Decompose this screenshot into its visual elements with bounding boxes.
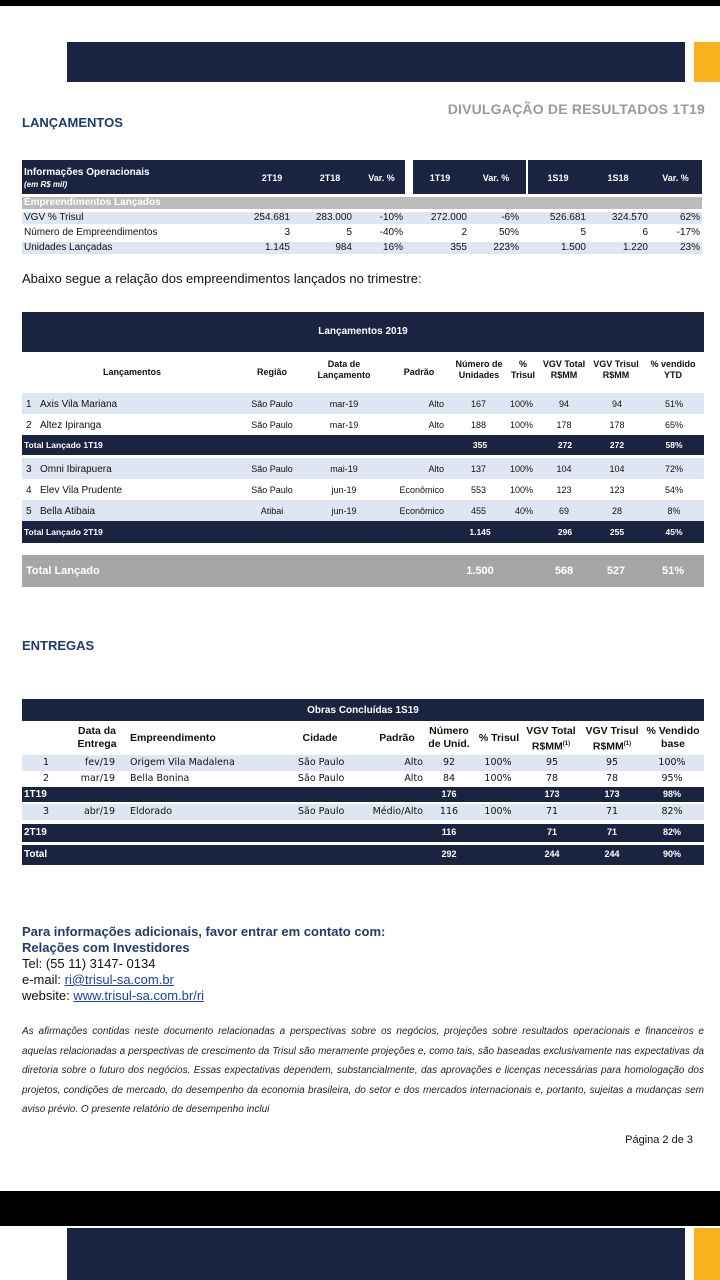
col-header: Var. %	[482, 173, 510, 183]
vgv-total: 94	[558, 399, 569, 409]
row-number: 4	[26, 485, 32, 496]
units: 92	[442, 757, 456, 768]
cell-value: 984	[335, 242, 352, 253]
total-value: 272	[609, 440, 625, 450]
cell-value: 62%	[679, 212, 700, 223]
col-header: 1S19	[547, 173, 569, 183]
units: 84	[442, 773, 456, 784]
units: 167	[470, 399, 486, 409]
vgv-trisul: 78	[605, 773, 619, 784]
table-row	[22, 500, 704, 521]
footnote-mark: (1)	[562, 741, 571, 747]
grand-total-row	[22, 555, 704, 587]
total-label: 2T19	[24, 827, 47, 838]
col-header: Padrão	[379, 732, 415, 744]
header-navy-band	[67, 1228, 685, 1280]
vgv-total: 95	[545, 757, 559, 768]
total-value: 173	[544, 789, 560, 799]
city: São Paulo	[298, 757, 345, 768]
col-header: Lançamentos	[102, 367, 162, 377]
group-row	[22, 197, 702, 209]
total-value: 45%	[665, 527, 683, 537]
col-header: % Trisul	[478, 732, 520, 744]
trisul-share: 100%	[509, 485, 533, 495]
total-value: 82%	[662, 827, 681, 837]
total-value: 173	[604, 789, 620, 799]
col-header-text: VGV Total R$MM	[526, 725, 576, 753]
cell-value: 355	[450, 242, 467, 253]
footnote-mark: (1)	[623, 741, 632, 747]
project-name: Origem Vila Madalena	[130, 757, 235, 768]
table-row	[22, 755, 704, 771]
trisul-share: 40%	[514, 506, 533, 516]
cell-value: 223%	[493, 242, 519, 253]
total-label: 1T19	[24, 789, 47, 800]
col-header-vgv-total	[522, 725, 580, 754]
page-gap	[0, 1191, 720, 1226]
total-value: 355	[472, 440, 488, 450]
row-number: 5	[26, 506, 32, 517]
header-gold-accent	[694, 42, 720, 82]
trisul-share: 100%	[484, 773, 512, 784]
col-header: Região	[256, 367, 287, 377]
total-row-1t19	[22, 787, 704, 802]
vgv-trisul: 178	[609, 420, 625, 430]
region: São Paulo	[251, 464, 293, 474]
row-label: Unidades Lançadas	[24, 242, 113, 253]
table-row	[22, 414, 704, 435]
city: São Paulo	[298, 773, 345, 784]
cell-value: 324.570	[611, 212, 648, 223]
total-value: 292	[441, 849, 457, 859]
launch-date: mai-19	[330, 464, 358, 474]
vgv-total: 71	[545, 806, 559, 817]
col-header: 1S18	[607, 173, 629, 183]
document-title: DIVULGAÇÃO DE RESULTADOS 1T19	[447, 101, 705, 117]
standard: Econômico	[399, 485, 444, 495]
vgv-total: 104	[556, 464, 572, 474]
cell-value: -6%	[501, 212, 519, 223]
vgv-trisul: 28	[611, 506, 622, 516]
region: São Paulo	[251, 485, 293, 495]
column-header-row	[22, 721, 704, 753]
cell-value: 6	[642, 227, 648, 238]
standard: Alto	[428, 399, 444, 409]
cell-value: 254.681	[253, 212, 290, 223]
sold-ytd: 54%	[664, 485, 683, 495]
row-number: 2	[26, 420, 32, 431]
total-value: 244	[544, 849, 560, 859]
email-link[interactable]: ri@trisul-sa.com.br	[64, 972, 174, 987]
intro-text: Abaixo segue a relação dos empreendimentos lançados no trimestre:	[22, 271, 422, 286]
col-header: Número de Unidades	[455, 359, 503, 380]
sold-base: 100%	[658, 757, 686, 768]
document-page	[0, 6, 720, 1191]
col-header: 1T19	[429, 173, 451, 183]
region: Atibai	[260, 506, 284, 516]
table-row	[22, 771, 704, 787]
total-row-2t19	[22, 521, 704, 543]
project-name: Elev Vila Prudente	[40, 485, 123, 496]
launch-date: jun-19	[331, 506, 357, 516]
col-header: % Trisul	[510, 359, 535, 380]
project-name: Bella Atibaia	[40, 506, 96, 517]
vgv-total: 178	[556, 420, 572, 430]
cell-value: 526.681	[549, 212, 586, 223]
launch-date: jun-19	[331, 485, 357, 495]
col-header: 2T18	[319, 173, 341, 183]
cell-value: 5	[580, 227, 586, 238]
region: São Paulo	[251, 420, 293, 430]
contact-website-line	[22, 988, 385, 1004]
disclaimer-text: As afirmações contidas neste documento relacionadas a perspectivas sobre os negócios, projeções sobre resultados operacionais e financeiros e aquelas relacionadas a perspectivas de crescimento da Trisul são meramente projeções e, como tais, são baseadas exclusivamente nas expectativas da diretoria sobre o futuro dos negócios. Essas expectativas dependem, substancialmente, das aprovações e licenças necessárias para homologação dos projetos, condições de mercado, do desempenho da economia brasileira, do setor e dos mercados internacionais e, portanto, sujeitas a mudanças sem aviso prévio. O presente relatório de desempenho inclui	[22, 1026, 704, 1115]
cell-value: 1.145	[264, 242, 290, 253]
units: 553	[470, 485, 486, 495]
cell-value: -40%	[379, 227, 403, 238]
website-label: website:	[22, 988, 74, 1003]
table-title-bar	[22, 312, 704, 352]
cell-value: 23%	[679, 242, 700, 253]
trisul-share: 100%	[484, 806, 512, 817]
col-header-vgv-trisul	[582, 725, 642, 754]
total-label: Total Lançado 1T19	[24, 440, 103, 450]
col-header: % vendido YTD	[650, 359, 696, 380]
next-page-top	[0, 1226, 720, 1280]
total-value: 90%	[662, 849, 681, 859]
section-heading-lancamentos: LANÇAMENTOS	[22, 115, 123, 130]
standard: Alto	[428, 464, 444, 474]
launch-date: mar-19	[329, 399, 359, 409]
table-title: Lançamentos 2019	[318, 326, 408, 337]
trisul-share: 100%	[509, 399, 533, 409]
row-label: VGV % Trisul	[24, 212, 84, 223]
trisul-share: 100%	[484, 757, 512, 768]
cell-value: 3	[284, 227, 290, 238]
column-header-row	[22, 352, 704, 388]
grand-total-value: 527	[606, 565, 626, 577]
vgv-total: 69	[558, 506, 569, 516]
email-label: e-mail:	[22, 972, 65, 987]
vgv-trisul: 104	[609, 464, 625, 474]
cell-value: -17%	[676, 227, 700, 238]
project-name: Axis Vila Mariana	[40, 399, 118, 410]
sold-base: 95%	[661, 773, 683, 784]
row-number: 1	[42, 757, 50, 768]
table-header-left	[22, 160, 405, 194]
total-row-2t19	[22, 824, 704, 842]
standard: Alto	[404, 757, 423, 768]
cell-value: 16%	[382, 242, 403, 253]
total-label: Total	[24, 849, 48, 860]
total-label: Total Lançado 2T19	[24, 527, 103, 537]
col-header: Var. %	[368, 173, 395, 183]
contact-block	[22, 924, 385, 1004]
col-header: Padrão	[403, 367, 435, 377]
col-header: Empreendimento	[130, 732, 216, 744]
project-name: Altez Ipiranga	[40, 420, 102, 431]
city: São Paulo	[298, 806, 345, 817]
row-number: 1	[26, 399, 32, 410]
project-name: Omni Ibirapuera	[40, 464, 112, 475]
table-header-title: Informações Operacionais	[24, 167, 150, 178]
grand-total-value: 51%	[661, 565, 685, 577]
standard: Alto	[428, 420, 444, 430]
units: 116	[439, 806, 459, 817]
standard: Alto	[404, 773, 423, 784]
sold-ytd: 8%	[667, 506, 681, 516]
total-value: 98%	[662, 789, 681, 799]
header-gold-accent	[694, 1228, 720, 1280]
page-number: Página 2 de 3	[625, 1134, 693, 1146]
group-label: Empreendimentos Lançados	[24, 197, 161, 208]
project-name: Bella Bonina	[130, 773, 190, 784]
table-title: Obras Concluídas 1S19	[307, 705, 419, 716]
vgv-trisul: 71	[605, 806, 619, 817]
contact-phone: Tel: (55 11) 3147- 0134	[22, 956, 156, 971]
table-row	[22, 479, 704, 500]
total-row-1t19	[22, 435, 704, 455]
delivery-date: abr/19	[83, 806, 115, 817]
table-header-mid	[413, 160, 526, 194]
sold-ytd: 65%	[664, 420, 683, 430]
total-value: 296	[557, 527, 573, 537]
vgv-trisul: 94	[611, 399, 622, 409]
table-row	[22, 393, 704, 414]
row-number: 3	[42, 806, 50, 817]
total-value: 58%	[665, 440, 683, 450]
col-header: Número de Unid.	[428, 725, 470, 750]
units: 455	[470, 506, 486, 516]
trisul-share: 100%	[509, 420, 533, 430]
launch-date: mar-19	[329, 420, 359, 430]
cell-value: 283.000	[315, 212, 352, 223]
standard: Econômico	[399, 506, 444, 516]
total-value: 71	[606, 827, 617, 837]
grand-total-value: 568	[554, 565, 574, 577]
table-header-right	[528, 160, 702, 194]
row-number: 2	[42, 773, 50, 784]
cell-value: 1.220	[622, 242, 648, 253]
contact-heading: Para informações adicionais, favor entrar em contato com:	[22, 924, 386, 939]
total-value: 116	[441, 827, 457, 837]
total-value: 71	[546, 827, 557, 837]
operational-info-table	[22, 160, 702, 258]
col-header-text: VGV Trisul R$MM	[585, 725, 639, 753]
delivery-date: mar/19	[80, 773, 115, 784]
col-header: Data de Lançamento	[317, 359, 371, 380]
sold-ytd: 51%	[664, 399, 683, 409]
col-header: VGV Trisul R$MM	[593, 359, 639, 380]
header-navy-band	[67, 42, 685, 82]
grand-total-value: 1.500	[466, 565, 494, 577]
project-name: Eldorado	[130, 806, 173, 817]
total-row	[22, 845, 704, 865]
total-value: 272	[557, 440, 573, 450]
table-row	[22, 212, 702, 224]
delivery-date: fev/19	[84, 757, 115, 768]
total-value: 176	[441, 789, 457, 799]
col-header: % Vendido base	[646, 725, 700, 750]
standard: Médio/Alto	[372, 806, 423, 817]
vgv-trisul: 123	[609, 485, 625, 495]
table-row	[22, 804, 704, 820]
total-value: 255	[609, 527, 625, 537]
sold-base: 82%	[661, 806, 683, 817]
table-title-bar	[22, 699, 704, 721]
col-header: Data da Entrega	[77, 725, 117, 750]
row-label: Número de Empreendimentos	[24, 227, 158, 238]
sold-ytd: 72%	[664, 464, 683, 474]
cell-value: 5	[346, 227, 352, 238]
col-header: Cidade	[302, 732, 338, 744]
cell-value: 50%	[498, 227, 519, 238]
cell-value: 2	[461, 227, 467, 238]
units: 188	[470, 420, 486, 430]
vgv-total: 123	[556, 485, 572, 495]
trisul-share: 100%	[509, 464, 533, 474]
total-value: 1.145	[469, 527, 491, 537]
grand-total-label: Total Lançado	[26, 565, 100, 577]
cell-value: 1.500	[560, 242, 586, 253]
col-header: VGV Total R$MM	[542, 359, 586, 380]
col-header: 2T19	[261, 173, 283, 183]
region: São Paulo	[251, 399, 293, 409]
col-header: Var. %	[662, 173, 689, 183]
contact-department: Relações com Investidores	[22, 940, 190, 955]
cell-value: -10%	[379, 212, 403, 223]
section-heading-entregas: ENTREGAS	[22, 638, 95, 653]
row-number: 3	[26, 464, 32, 475]
vgv-total: 78	[545, 773, 559, 784]
vgv-trisul: 95	[605, 757, 619, 768]
cell-value: 272.000	[430, 212, 467, 223]
website-link[interactable]: www.trisul-sa.com.br/ri	[73, 988, 205, 1003]
table-header-subtitle: (em R$ mil)	[24, 180, 68, 189]
table-row	[22, 227, 702, 239]
table-row	[22, 242, 702, 254]
table-row	[22, 458, 704, 479]
total-value: 244	[604, 849, 620, 859]
units: 137	[470, 464, 486, 474]
contact-email-line	[22, 972, 385, 988]
